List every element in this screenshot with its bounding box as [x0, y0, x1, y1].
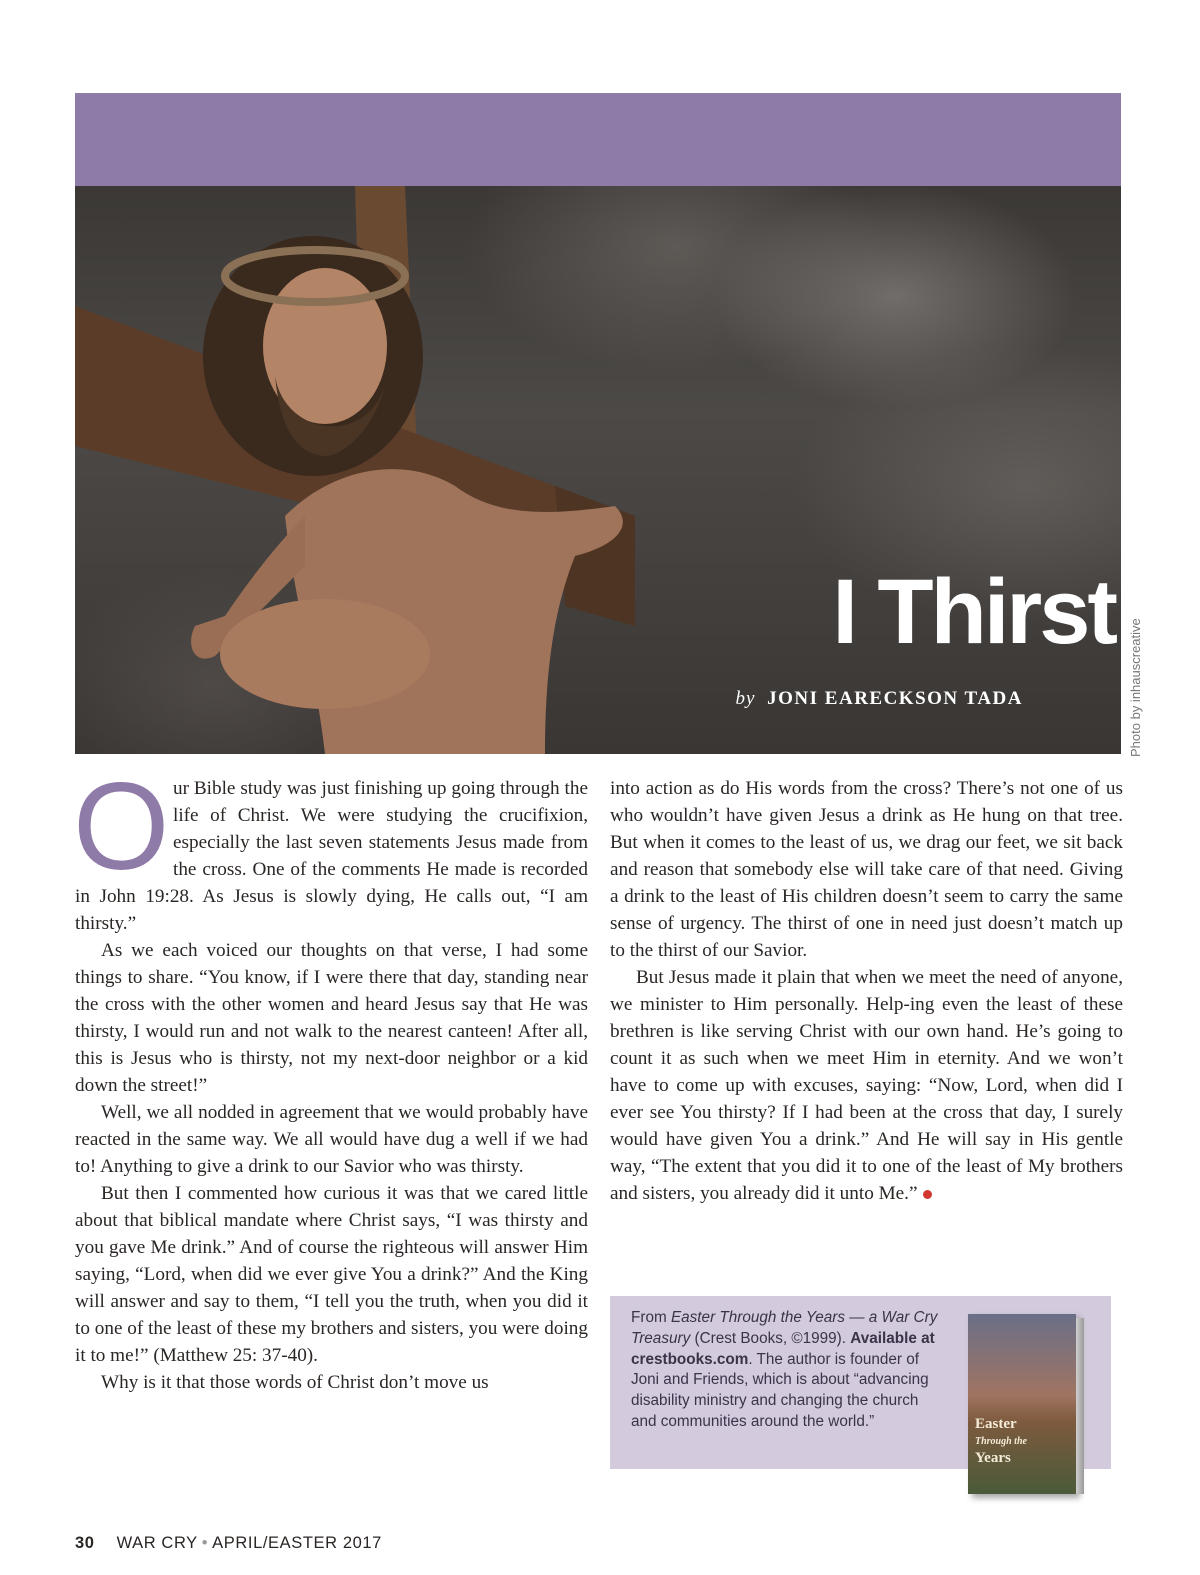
- sidebar-book-title: Easter Through the Years — a War Cry Treasury: [631, 1309, 938, 1347]
- footer-separator: •: [201, 1534, 209, 1552]
- author-name: JONI EARECKSON TADA: [767, 688, 1023, 709]
- byline-prefix: by: [735, 688, 756, 709]
- book-cover-image: [968, 1314, 1076, 1494]
- sidebar-availability: Available at crestbooks.com: [631, 1329, 935, 1368]
- paragraph: into action as do His words from the cross? There’s not one of us who wouldn’t have given Jesus a drink as He hung on that tree. But when it comes to the least of us, we drag our feet, we sit back and reason that somebody else will take care of that need. Giving a drink to the least of His children doesn’t seem to carry the same sense of urgency. The thirst of one in need just doesn’t match up to the thirst of our Savior.: [610, 778, 1123, 961]
- article-column-right: [610, 775, 1123, 1207]
- book-cover-line: Through the: [975, 1436, 1027, 1447]
- magazine-name: WAR CRY: [116, 1534, 198, 1552]
- sidebar-description: . The author is founder of Joni and Friends, which is about “advancing disability ministry and changing the church and communities around the world.”: [631, 1350, 929, 1430]
- article-title: I Thirst: [832, 561, 1115, 663]
- sidebar-text: [631, 1308, 947, 1433]
- drop-cap: O: [73, 758, 170, 896]
- end-mark-icon: [923, 1190, 932, 1199]
- issue-label: APRIL/EASTER 2017: [212, 1534, 382, 1552]
- article-column-left: [73, 758, 588, 1396]
- hero-photo: [75, 186, 1121, 754]
- paragraph-text: But Jesus made it plain that when we meet the need of anyone, we minister to Him personally. Help-ing even the least of these brethren is like serving Christ with our own hand. He’s going to count it as such when we meet Him in eternity. And we won’t have to come up with excuses, saying: “Now, Lord, when did I ever see You thirsty? If I had been at the cross that day, I surely would have given You a drink.” And He will say in His gentle way, “The extent that you did it to one of the least of My brothers and sisters, you already did it unto Me.”: [610, 967, 1123, 1204]
- book-cover-title: [975, 1416, 1073, 1467]
- page-number: 30: [75, 1534, 95, 1552]
- paragraph: But then I commented how curious it was that we cared little about that biblical mandate where Christ says, “I was thirsty and you gave Me drink.” And of course the righteous will answer Him saying, “Lord, when did we ever give You a drink?” And the King will answer and say to them, “I tell you the truth, when you did it to one of the least of these my brothers and sisters, you were doing it to me!” (Matthew 25: 37-40).: [75, 1183, 588, 1366]
- photo-credit: Photo by inhauscreative: [1128, 618, 1143, 757]
- paragraph: Why is it that those words of Christ don’t move us: [101, 1372, 489, 1393]
- page-footer: [75, 1534, 382, 1553]
- sidebar-publisher: (Crest Books, ©1999).: [690, 1329, 847, 1347]
- byline: [635, 688, 1023, 710]
- crucifixion-illustration: [75, 186, 1121, 754]
- book-spine: [1076, 1318, 1084, 1494]
- paragraph: [73, 758, 588, 937]
- paragraph: As we each voiced our thoughts on that verse, I had some things to share. “You know, if I were there that day, standing near the cross with the other women and heard Jesus say that He was thirsty, I would run and not walk to the nearest canteen! After all, this is Jesus who is thirsty, not my next-door neighbor or a kid down the street!”: [75, 940, 588, 1096]
- paragraph: Well, we all nodded in agreement that we would probably have reacted in the same way. We all would have dug a well if we had to! Anything to give a drink to our Savior who was thirsty.: [75, 1102, 588, 1177]
- sidebar-from: From: [631, 1309, 667, 1326]
- paragraph-text: ur Bible study was just finishing up going through the life of Christ. We were studying the crucifixion, especially the last seven statements Jesus made from the cross. One of the comments He made is recorded in John 19:28. As Jesus is slowly dying, He calls out, “I am thirsty.”: [75, 778, 588, 934]
- book-cover-line: Easter: [975, 1416, 1017, 1432]
- header-color-band: [75, 93, 1121, 186]
- paragraph: [610, 964, 1123, 1207]
- book-cover-line: Years: [975, 1450, 1011, 1466]
